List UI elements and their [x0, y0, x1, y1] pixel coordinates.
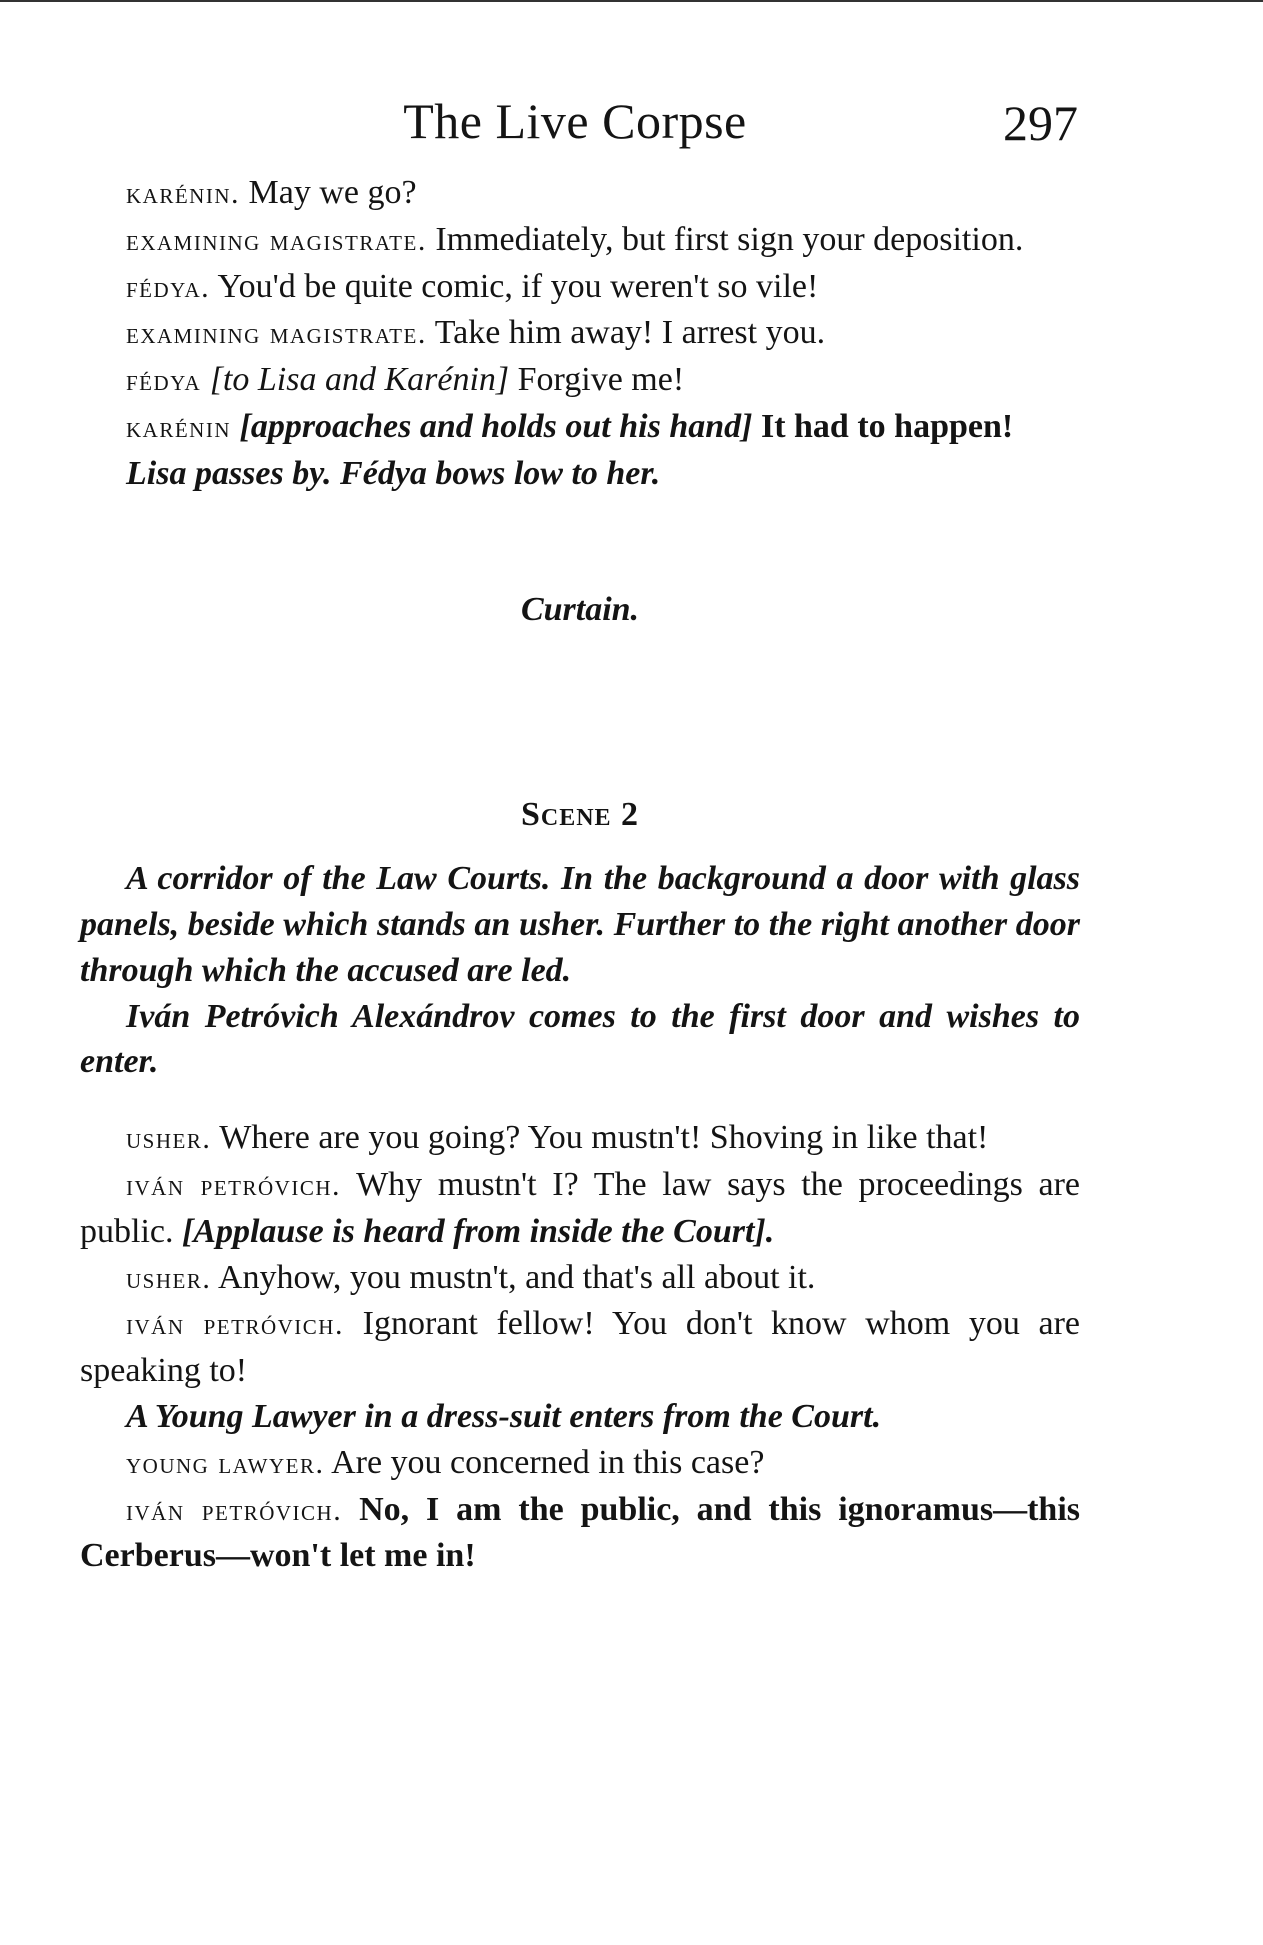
spacer: [80, 838, 1080, 856]
speaker-name: iván petróvich.: [126, 1308, 344, 1342]
spacer: [80, 497, 1080, 587]
speech-text: You'd be quite comic, if you weren't so vile!: [217, 267, 819, 305]
running-title: The Live Corpse: [403, 93, 747, 149]
speech-line: [80, 217, 1080, 264]
speech-text: Are you concerned in this case?: [331, 1443, 765, 1481]
speech-text: Why mustn't I? The law says the proceedings are public.: [80, 1165, 1080, 1250]
speech-text: It had to happen!: [760, 407, 1014, 445]
page-header: [0, 92, 1263, 152]
speech-line: [80, 1487, 1080, 1580]
spacer: [80, 1085, 1080, 1115]
speech-line: [80, 170, 1080, 217]
speech-line: [80, 404, 1080, 451]
stage-direction-line: Lisa passes by. Fédya bows low to her.: [126, 454, 661, 492]
speaker-name: fédya: [126, 364, 202, 398]
spacer: [80, 632, 1080, 792]
speaker-name: examining magistrate.: [126, 223, 427, 257]
speech-text: Take him away! I arrest you.: [434, 314, 826, 352]
stage-direction: [to Lisa and Karénin]: [209, 361, 510, 399]
speaker-name: iván petróvich.: [126, 1493, 343, 1527]
scene-heading-text: Scene 2: [520, 796, 640, 834]
speech-text: No, I am the public, and this ignoramus—this Cerberus—won't let me in!: [80, 1490, 1081, 1575]
speech-line: [80, 357, 1080, 404]
stage-direction-line: A Young Lawyer in a dress-suit enters from the Court.: [126, 1397, 882, 1435]
curtain-marker: Curtain.: [520, 590, 640, 628]
speaker-name: karénin.: [126, 177, 240, 210]
speech-text: Where are you going? You mustn't! Shoving in like that!: [219, 1119, 989, 1157]
speech-text: Forgive me!: [517, 361, 685, 399]
speech-line: [80, 1255, 1080, 1302]
speaker-name: fédya.: [126, 270, 211, 304]
speaker-name: examining magistrate.: [126, 317, 427, 351]
speech-text: Anyhow, you mustn't, and that's all about it.: [217, 1258, 816, 1296]
stage-direction: [Applause is heard from inside the Court].: [181, 1212, 775, 1250]
page-top-edge: [0, 0, 1263, 2]
speaker-name: karénin: [126, 410, 231, 444]
page-number: 297: [1003, 95, 1078, 151]
speech-text: Ignorant fellow! You don't know whom you are speaking to!: [80, 1305, 1081, 1390]
speech-text: Immediately, but first sign your deposition.: [435, 220, 1024, 258]
speaker-name: usher.: [126, 1122, 212, 1156]
page-body: [80, 170, 1080, 1579]
speaker-name: young lawyer.: [126, 1446, 325, 1480]
scene-entrance: Iván Petróvich Alexándrov comes to the first door and wishes to enter.: [80, 997, 1080, 1081]
speech-line: [80, 1162, 1080, 1255]
scene-setting: A corridor of the Law Courts. In the background a door with glass panels, beside which stands an usher. Further to the right another door through which the accused are led.: [80, 860, 1080, 989]
stage-direction: [approaches and holds out his hand]: [239, 407, 753, 445]
speech-line: [80, 1115, 1080, 1162]
speaker-name: iván petróvich.: [126, 1168, 342, 1202]
speech-line: [80, 264, 1080, 311]
scene-heading: [80, 792, 1080, 838]
speech-line: [80, 310, 1080, 357]
speaker-name: usher.: [126, 1261, 212, 1295]
speech-line: [80, 1440, 1080, 1487]
speech-line: [80, 1301, 1080, 1394]
speech-text: May we go?: [248, 174, 417, 211]
